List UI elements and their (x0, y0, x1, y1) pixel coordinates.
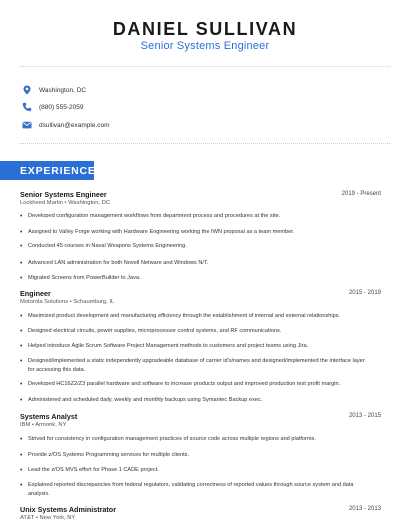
job-company: AT&T • New York, NY (20, 515, 76, 521)
location-pin-icon (22, 85, 32, 95)
contact-email-text: dsullivan@example.com (39, 121, 110, 129)
job-company: Motorola Solutions • Schaumburg, IL (20, 299, 115, 305)
contact-email (22, 119, 110, 131)
job-title: Systems Analyst (20, 412, 78, 421)
mail-icon (22, 120, 32, 130)
job-title: Senior Systems Engineer (20, 190, 107, 199)
job-dates: 2019 - Present (341, 191, 381, 197)
contact-location-text: Washington, DC (39, 86, 87, 94)
job-bullet: • Maximized product development and manufacturing efficiency through the establishment of internal and external relationships. (20, 313, 341, 320)
job-bullet: • Lead the z/OS MVS effort for Phase 1 CADE project. (20, 467, 159, 474)
header-divider (20, 66, 390, 67)
phone-icon (22, 102, 32, 112)
job-title: Unix Systems Administrator (20, 505, 116, 514)
resume-name: DANIEL SULLIVAN (112, 19, 298, 39)
job-dates: 2015 - 2019 (348, 290, 381, 296)
job-bullet: • Provide z/OS Systems Programming services for multiple clients. (20, 452, 190, 459)
contact-divider (20, 143, 390, 144)
job-bullet: • Developed configuration management workflows from department process and procedures at the site. (20, 213, 281, 220)
job-bullet: • Strived for consistency in configuration management practices of source code across multiple regions and platforms. (20, 436, 316, 443)
job-title: Engineer (20, 289, 51, 298)
job-bullet: • Migrated Screens from PowerBuilder to Java. (20, 275, 141, 282)
job-bullet: • Conducted 45 courses in Naval Weapons Systems Engineering. (20, 243, 187, 250)
resume-role: Senior Systems Engineer (140, 40, 270, 52)
job-company: IBM • Armonk, NY (20, 422, 67, 428)
section-banner-experience (0, 161, 94, 180)
job-company: Lockheed Martin • Washington, DC (20, 200, 111, 206)
job-bullet: • Developed HC16Z2/Z3 parallel hardware and software to increase products output and improved production test profit margin. (20, 381, 341, 388)
job-bullet: • Designed/implemented a static independently upgradeable database of carrier id's/names and designed/implemented the interface layer for accessing this data. (20, 358, 365, 373)
job-bullet: • Advanced LAN administration for both Novell Netware and Windows N/T. (20, 260, 209, 267)
job-bullet: • Explained reported discrepancies from federal regulators, validating correctness of reported values through source system and data analysis. (20, 482, 354, 497)
contact-phone-text: (880) 555-2059 (39, 103, 84, 111)
contact-phone (22, 101, 83, 113)
job-bullet: • Administered and scheduled daily, weekly and monthly backups using Symantec Backup exec. (20, 397, 263, 404)
job-dates: 2013 - 2015 (348, 413, 381, 419)
section-title: EXPERIENCE (20, 164, 96, 177)
job-bullet: • Assigned to Valley Forge working with Hardware Engineering working the IWN proposal as a team member. (20, 229, 295, 236)
job-bullet: • Designed electrical circuits, power supplies, microprocessor control systems, and RF communications. (20, 328, 282, 335)
contact-location (22, 84, 86, 96)
job-dates: 2013 - 2013 (348, 506, 381, 512)
job-bullet: • Helped introduce Agile Scrum Software Project Management methods to customers and project teams using Jira. (20, 343, 309, 350)
